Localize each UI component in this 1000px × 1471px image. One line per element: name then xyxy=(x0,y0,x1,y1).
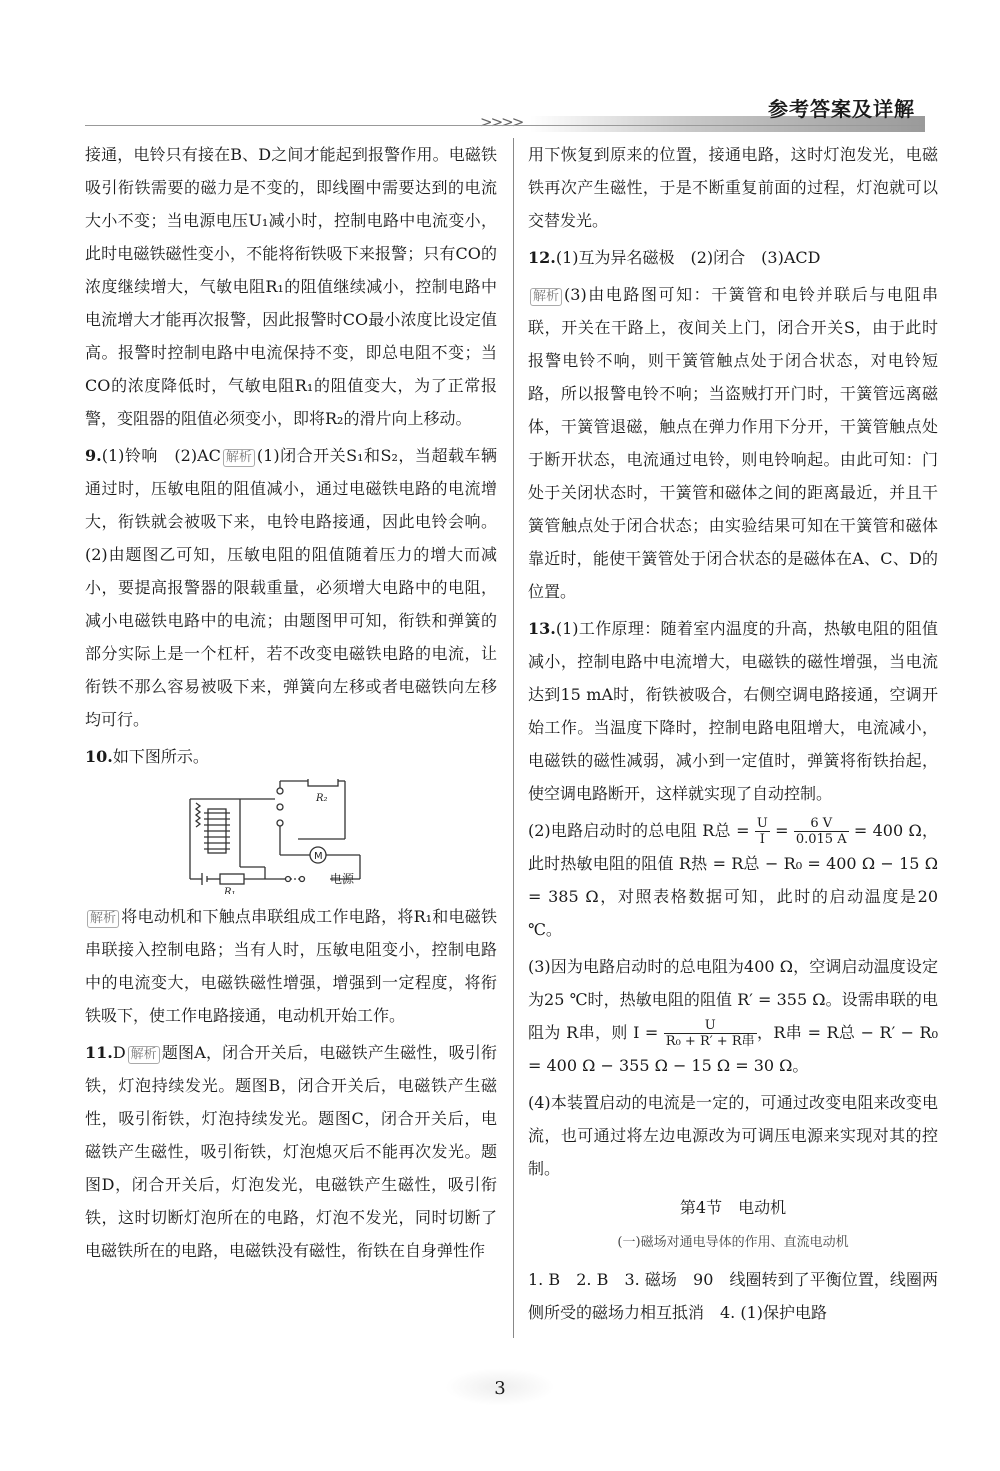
answer-10 xyxy=(85,740,497,773)
question-number: 9. xyxy=(85,446,102,465)
answer-10-analysis xyxy=(85,900,497,1032)
formula-text: ，R串 = R总 − R′ − R₀ = 400 Ω − 355 Ω − 15 Ω = 30 Ω。 xyxy=(528,1023,938,1075)
motor-label: M xyxy=(314,851,323,862)
analysis-text: 将电动机和下触点串联组成工作电路，将R₁和电磁铁串联接入控制电路；当有人时，压敏电阻变小，控制电路中的电流变大，电磁铁磁性增强，增强到一定程度，将衔铁吸下，使工作电路接通，电动机开始工作。 xyxy=(85,907,497,1025)
right-column xyxy=(528,138,938,1333)
paragraph-continued: 用下恢复到原来的位置，接通电路，这时灯泡发光，电磁铁再次产生磁性，于是不断重复前面的过程，灯泡就可以交替发光。 xyxy=(528,145,938,230)
answer-12-analysis xyxy=(528,278,938,608)
subsection-title: (一)磁场对通电导体的作用、直流电动机 xyxy=(617,1235,849,1250)
fraction-numerator: 6 V xyxy=(794,816,849,832)
answers-section4: 1. B 2. B 3. 磁场 90 线圈转到了平衡位置，线圈两侧所受的磁场力相互抵消 4. (1)保护电路 xyxy=(528,1270,938,1322)
answer-head: (1)互为异名磁极 (2)闭合 (3)ACD xyxy=(555,248,821,267)
fraction-denominator: R₀ + R′ + R串 xyxy=(665,1034,755,1049)
r1-label: R₁ xyxy=(224,887,236,894)
answer-head: (1)铃响 (2)AC xyxy=(101,446,221,465)
answer-head: 如下图所示。 xyxy=(112,747,209,766)
header-title: 参考答案及详解 xyxy=(768,97,915,121)
left-column xyxy=(85,138,497,1271)
r2-label: R₂ xyxy=(316,793,328,804)
fraction-numerator: U xyxy=(664,1018,757,1034)
question-number: 11. xyxy=(85,1043,113,1062)
formula-text: (3)因为电路启动时的总电阻为400 Ω，空调启动温度设定为25 ℃时，热敏电阻的阻值 R′ = 355 Ω。设需串联的电阻为 R串，则 I = xyxy=(528,957,938,1042)
column-divider xyxy=(513,138,514,1338)
analysis-text: 题图A，闭合开关后，电磁铁产生磁性，吸引衔铁，灯泡持续发光。题图B，闭合开关后，电磁铁产生磁性，吸引衔铁，灯泡持续发光。题图C，闭合开关后，电磁铁产生磁性，吸引衔铁，灯泡熄灭后不能再次发光。题图D，闭合开关后，灯泡发光，电磁铁产生磁性，吸引衔铁，这时切断灯泡所在的电路，灯泡不发光，同时切断了电磁铁所在的电路，电磁铁没有磁性，衔铁在自身弹性作 xyxy=(85,1043,497,1260)
analysis-text: (1)闭合开关S₁和S₂，当超载车辆通过时，压敏电阻的阻值减小，通过电磁铁电路的电流增大，衔铁就会被吸下来，电铃电路接通，因此电铃会响。(2)由题图乙可知，压敏电阻的阻值随着压力的增大而减小，要提高报警器的限载重量，必须增大电路中的电阻，减小电磁铁电路中的电流；由题图甲可知，衔铁和弹簧的部分实际上是一个杠杆，若不改变电磁铁电路的电流，让衔铁不那么容易被吸下来，弹簧向左移或者电磁铁向左移均可行。 xyxy=(85,446,497,729)
answer-13-part1 xyxy=(528,612,938,810)
analysis-text: (3)由电路图可知：干簧管和电铃并联后与电阻串联，开关在干路上，夜间关上门，闭合开关S，由于此时报警电铃不响，则干簧管触点处于闭合状态，对电铃短路，所以报警电铃不响；当盗贼打开门时，干簧管远离磁体，干簧管退磁，触点在弹力作用下分开，干簧管触点处于断开状态，电流通过电铃，则电铃响起。由此可知：门处于关闭状态时，干簧管和磁体之间的距离最近，并且干簧管触点处于闭合状态；由实验结果可知在干簧管和磁体靠近时，能使干簧管处于闭合状态的是磁体在A、C、D的位置。 xyxy=(528,285,938,601)
formula-text: = 400 Ω，此时热敏电阻的阻值 R热 = R总 − R₀ = 400 Ω − 15 Ω = 385 Ω，对照表格数据可知，此时的启动温度是20 ℃。 xyxy=(528,821,938,939)
analysis-tag: 解析 xyxy=(87,910,119,928)
header-rule xyxy=(85,125,925,126)
answer-13-part2 xyxy=(528,814,938,946)
equals-sign: = xyxy=(769,821,794,840)
answer-head: D xyxy=(112,1043,126,1062)
arrow-decoration: >>>> xyxy=(480,113,523,131)
section-title: 第4节 电动机 xyxy=(679,1198,787,1217)
answer-12 xyxy=(528,241,938,274)
circuit-diagram xyxy=(180,779,380,894)
paragraph-continued: 接通，电铃只有接在B、D之间才能起到报警作用。电磁铁吸引衔铁需要的磁力是不变的，即线圈中需要达到的电流大小不变；当电源电压U₁减小时，控制电路中电流变小，此时电磁铁磁性变小，不能将衔铁吸下来报警；只有CO的浓度继续增大，气敏电阻R₁的阻值继续减小，控制电路中电流增大才能再次报警，因此报警时CO最小浓度比设定值高。报警时控制电路中电流保持不变，即总电阻不变；当CO的浓度降低时，气敏电阻R₁的阻值变大，为了正常报警，变阻器的阻值必须变小，即将R₂的滑片向上移动。 xyxy=(85,145,497,428)
formula-text: (2)电路启动时的总电阻 R总 = xyxy=(528,821,755,840)
question-number: 13. xyxy=(528,619,556,638)
answer-13-part3 xyxy=(528,950,938,1082)
analysis-tag: 解析 xyxy=(223,449,255,467)
fraction-denominator: I xyxy=(759,832,765,847)
fraction xyxy=(755,816,770,847)
source-label: 电源 xyxy=(330,872,355,886)
page-number: 3 xyxy=(494,1378,506,1399)
answer-text: (1)工作原理：随着室内温度的升高，热敏电阻的阻值减小，控制电路中电流增大，电磁铁的磁性增强，当电流达到15 mA时，衔铁被吸合，右侧空调电路接通，空调开始工作。当温度下降时，控制电路电阻增大，电流减小，电磁铁的磁性减弱，减小到一定值时，弹簧将衔铁抬起，使空调电路断开，这样就实现了自动控制。 xyxy=(528,619,938,803)
fraction xyxy=(664,1018,757,1049)
fraction xyxy=(794,816,849,847)
answer-11 xyxy=(85,1036,497,1267)
question-number: 10. xyxy=(85,747,113,766)
question-number: 12. xyxy=(528,248,556,267)
answer-13-part4: (4)本装置启动的电流是一定的，可通过改变电阻来改变电流，也可通过将左边电源改为可调压电源来实现对其的控制。 xyxy=(528,1093,938,1178)
fraction-numerator: U xyxy=(756,816,768,831)
analysis-tag: 解析 xyxy=(128,1046,160,1064)
answer-9 xyxy=(85,439,497,736)
fraction-denominator: 0.015 A xyxy=(795,832,847,847)
analysis-tag: 解析 xyxy=(530,288,562,306)
